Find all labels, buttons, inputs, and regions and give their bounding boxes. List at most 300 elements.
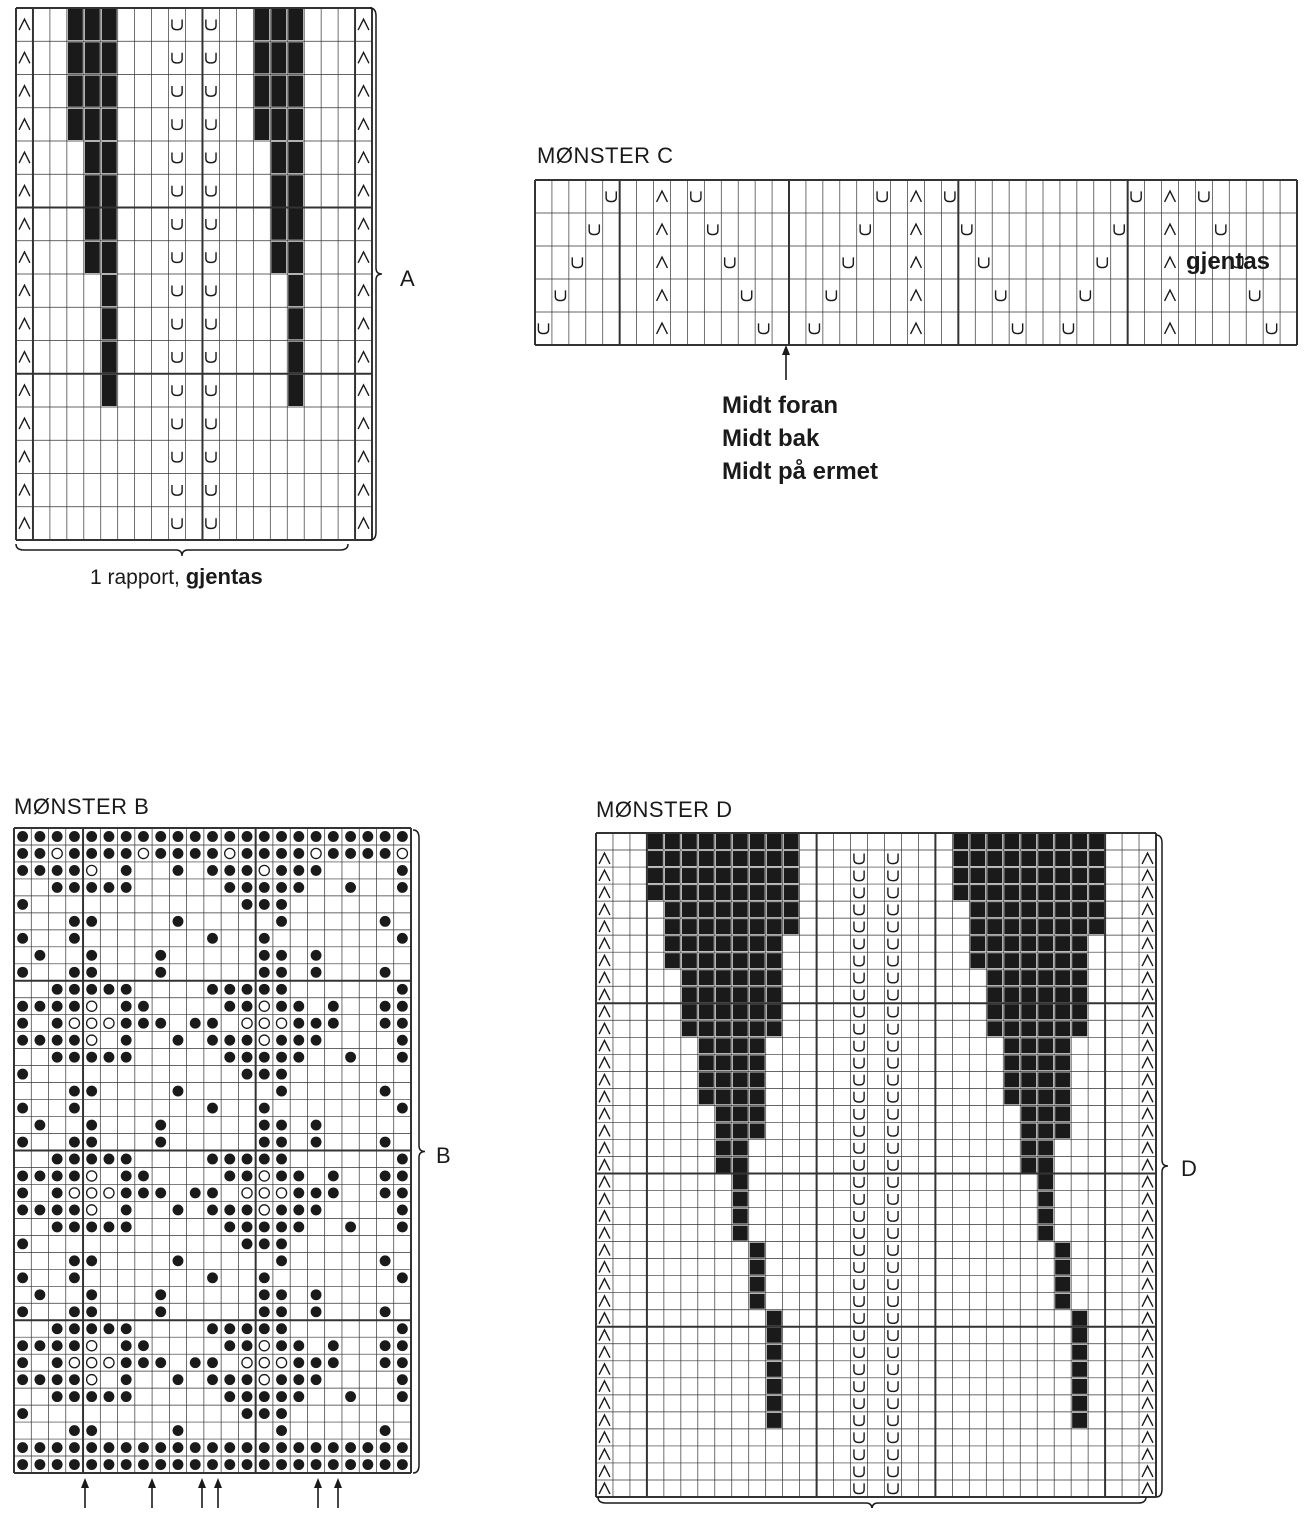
pattern-a-filled-stitch bbox=[254, 42, 269, 73]
pattern-b-dot-stitch bbox=[104, 1052, 115, 1063]
pattern-b-dot-stitch bbox=[242, 848, 253, 859]
pattern-b-dot-stitch bbox=[69, 865, 80, 876]
pattern-b-dot-stitch bbox=[121, 848, 132, 859]
pattern-b-dot-stitch bbox=[276, 899, 287, 910]
pattern-b-dot-stitch bbox=[259, 1408, 270, 1419]
pattern-b-dot-stitch bbox=[207, 1188, 218, 1199]
pattern-d-yarn-over-symbol bbox=[888, 1415, 898, 1425]
pattern-a-yarn-over-symbol bbox=[206, 119, 216, 129]
pattern-b-dot-stitch bbox=[34, 1120, 45, 1131]
pattern-b-dot-stitch bbox=[345, 848, 356, 859]
pattern-d-filled-stitch bbox=[699, 919, 714, 934]
pattern-b-dot-stitch bbox=[52, 1154, 63, 1165]
pattern-d-decrease-symbol bbox=[599, 955, 610, 966]
pattern-a-yarn-over-symbol bbox=[206, 352, 216, 362]
pattern-d-decrease-symbol bbox=[1142, 1432, 1153, 1443]
pattern-a-decrease-symbol bbox=[358, 418, 369, 429]
pattern-b-dot-stitch bbox=[69, 1086, 80, 1097]
pattern-b-dot-stitch bbox=[69, 1001, 80, 1012]
pattern-d-filled-stitch bbox=[750, 885, 765, 900]
pattern-d-filled-stitch bbox=[1072, 1413, 1087, 1428]
pattern-d-filled-stitch bbox=[1055, 987, 1070, 1002]
pattern-d-decrease-symbol bbox=[1142, 1279, 1153, 1290]
pattern-b-ring-stitch bbox=[242, 1018, 252, 1028]
pattern-d-yarn-over-symbol bbox=[888, 1160, 898, 1170]
pattern-d-decrease-symbol bbox=[1142, 972, 1153, 983]
pattern-d-filled-stitch bbox=[1072, 1311, 1087, 1326]
pattern-d-decrease-symbol bbox=[599, 1108, 610, 1119]
pattern-b-dot-stitch bbox=[362, 1442, 373, 1453]
pattern-d-filled-stitch bbox=[682, 936, 697, 951]
pattern-b-dot-stitch bbox=[86, 1137, 97, 1148]
pattern-b-dot-stitch bbox=[311, 865, 322, 876]
pattern-d-filled-stitch bbox=[1072, 885, 1087, 900]
pattern-b-dot-stitch bbox=[121, 1052, 132, 1063]
pattern-d-filled-stitch bbox=[1004, 902, 1019, 917]
pattern-b-dot-stitch bbox=[380, 1137, 391, 1148]
pattern-b-dot-stitch bbox=[86, 1154, 97, 1165]
pattern-b-dot-stitch bbox=[86, 1442, 97, 1453]
pattern-b-dot-stitch bbox=[69, 1171, 80, 1182]
pattern-b-dot-stitch bbox=[138, 831, 149, 842]
pattern-b-ring-stitch bbox=[311, 848, 321, 858]
pattern-a-yarn-over-symbol bbox=[206, 518, 216, 528]
pattern-a-chart bbox=[16, 8, 382, 556]
pattern-d-yarn-over-symbol bbox=[888, 1449, 898, 1459]
pattern-c-center-label-3: Midt på ermet bbox=[722, 458, 879, 485]
pattern-b-dot-stitch bbox=[276, 1306, 287, 1317]
pattern-d-decrease-symbol bbox=[599, 1279, 610, 1290]
pattern-d-filled-stitch bbox=[767, 1379, 782, 1394]
pattern-b-dot-stitch bbox=[397, 1001, 408, 1012]
pattern-c-decrease-symbol bbox=[911, 191, 922, 202]
pattern-b-dot-stitch bbox=[17, 848, 28, 859]
pattern-b-dot-stitch bbox=[259, 933, 270, 944]
pattern-d-filled-stitch bbox=[1072, 868, 1087, 883]
pattern-d-yarn-over-symbol bbox=[854, 990, 864, 1000]
pattern-d-filled-stitch bbox=[1055, 834, 1070, 849]
pattern-a-decrease-symbol bbox=[358, 285, 369, 296]
pattern-b-dot-stitch bbox=[311, 1137, 322, 1148]
pattern-b-dot-stitch bbox=[52, 1221, 63, 1232]
pattern-b-dot-stitch bbox=[34, 848, 45, 859]
pattern-a-yarn-over-symbol bbox=[172, 53, 182, 63]
pattern-b-dot-stitch bbox=[155, 1188, 166, 1199]
pattern-b-dot-stitch bbox=[121, 1154, 132, 1165]
pattern-b-dot-stitch bbox=[293, 1001, 304, 1012]
pattern-d-filled-stitch bbox=[1004, 1055, 1019, 1070]
pattern-b-dot-stitch bbox=[293, 1035, 304, 1046]
pattern-d-decrease-symbol bbox=[599, 1381, 610, 1392]
pattern-d-decrease-symbol bbox=[599, 1262, 610, 1273]
pattern-b-dot-stitch bbox=[276, 1035, 287, 1046]
pattern-d-decrease-symbol bbox=[599, 870, 610, 881]
pattern-b-dot-stitch bbox=[86, 1255, 97, 1266]
pattern-b-dot-stitch bbox=[138, 1188, 149, 1199]
pattern-b-dot-stitch bbox=[259, 1103, 270, 1114]
pattern-b-dot-stitch bbox=[173, 1086, 184, 1097]
pattern-b-dot-stitch bbox=[242, 1221, 253, 1232]
pattern-b-row-brace bbox=[413, 830, 425, 1473]
pattern-d-filled-stitch bbox=[716, 902, 731, 917]
pattern-d-filled-stitch bbox=[682, 1021, 697, 1036]
pattern-c-decrease-symbol bbox=[911, 224, 922, 235]
pattern-d-filled-stitch bbox=[1072, 987, 1087, 1002]
pattern-b-dot-stitch bbox=[86, 1459, 97, 1470]
pattern-b-dot-stitch bbox=[328, 1001, 339, 1012]
pattern-d-filled-stitch bbox=[1089, 851, 1104, 866]
pattern-d-decrease-symbol bbox=[1142, 1262, 1153, 1273]
pattern-b-dot-stitch bbox=[242, 882, 253, 893]
pattern-d-filled-stitch bbox=[716, 1072, 731, 1087]
pattern-d-filled-stitch bbox=[1089, 902, 1104, 917]
pattern-b-dot-stitch bbox=[397, 1154, 408, 1165]
pattern-a-filled-stitch bbox=[102, 342, 117, 373]
pattern-d-yarn-over-symbol bbox=[888, 1313, 898, 1323]
pattern-d-filled-stitch bbox=[987, 868, 1002, 883]
pattern-b-dot-stitch bbox=[69, 1204, 80, 1215]
pattern-b-dot-stitch bbox=[17, 1357, 28, 1368]
pattern-b-dot-stitch bbox=[397, 1018, 408, 1029]
pattern-d-filled-stitch bbox=[1072, 902, 1087, 917]
pattern-d-filled-stitch bbox=[716, 1004, 731, 1019]
pattern-b-dot-stitch bbox=[69, 1052, 80, 1063]
pattern-d-filled-stitch bbox=[733, 919, 748, 934]
pattern-d-filled-stitch bbox=[1072, 936, 1087, 951]
pattern-a-decrease-symbol bbox=[358, 19, 369, 30]
pattern-a-filled-stitch bbox=[102, 175, 117, 206]
pattern-a-yarn-over-symbol bbox=[172, 352, 182, 362]
pattern-b-dot-stitch bbox=[190, 831, 201, 842]
pattern-d-yarn-over-symbol bbox=[888, 1024, 898, 1034]
pattern-b-dot-stitch bbox=[17, 1035, 28, 1046]
pattern-d-filled-stitch bbox=[1004, 936, 1019, 951]
pattern-b-dot-stitch bbox=[17, 1459, 28, 1470]
pattern-b-dot-stitch bbox=[328, 1357, 339, 1368]
pattern-d-decrease-symbol bbox=[599, 1211, 610, 1222]
pattern-d-filled-stitch bbox=[1055, 1072, 1070, 1087]
pattern-d-filled-stitch bbox=[699, 902, 714, 917]
pattern-b-dot-stitch bbox=[345, 1459, 356, 1470]
pattern-d-filled-stitch bbox=[1055, 902, 1070, 917]
pattern-d-filled-stitch bbox=[1055, 1004, 1070, 1019]
pattern-a-yarn-over-symbol bbox=[206, 252, 216, 262]
pattern-b-dot-stitch bbox=[380, 1001, 391, 1012]
pattern-b-dot-stitch bbox=[190, 1018, 201, 1029]
pattern-d-decrease-symbol bbox=[599, 1415, 610, 1426]
pattern-d-filled-stitch bbox=[1038, 1175, 1053, 1190]
pattern-d-filled-stitch bbox=[750, 970, 765, 985]
pattern-b-dot-stitch bbox=[259, 1238, 270, 1249]
pattern-b-dot-stitch bbox=[328, 1188, 339, 1199]
pattern-d-yarn-over-symbol bbox=[888, 1483, 898, 1493]
pattern-c-yarn-over-symbol bbox=[725, 257, 735, 267]
pattern-d-yarn-over-symbol bbox=[888, 990, 898, 1000]
pattern-b-ring-stitch bbox=[87, 1358, 97, 1368]
pattern-d-filled-stitch bbox=[648, 851, 663, 866]
pattern-b-ring-stitch bbox=[225, 848, 235, 858]
pattern-b-dot-stitch bbox=[276, 916, 287, 927]
pattern-d-yarn-over-symbol bbox=[888, 1126, 898, 1136]
pattern-a-filled-stitch bbox=[85, 42, 100, 73]
pattern-d-filled-stitch bbox=[1038, 936, 1053, 951]
pattern-b-dot-stitch bbox=[86, 1425, 97, 1436]
pattern-d-yarn-over-symbol bbox=[888, 1177, 898, 1187]
pattern-d-filled-stitch bbox=[767, 1004, 782, 1019]
pattern-b-ring-stitch bbox=[69, 1018, 79, 1028]
pattern-d-decrease-symbol bbox=[1142, 1364, 1153, 1375]
pattern-d-title: MØNSTER D bbox=[596, 797, 733, 822]
pattern-c-center-label-1: Midt foran bbox=[722, 392, 838, 419]
pattern-d-filled-stitch bbox=[682, 919, 697, 934]
pattern-b-ring-stitch bbox=[259, 1001, 269, 1011]
pattern-a-decrease-symbol bbox=[19, 185, 30, 196]
pattern-b-dot-stitch bbox=[52, 1340, 63, 1351]
pattern-b-dot-stitch bbox=[259, 1391, 270, 1402]
pattern-b-dot-stitch bbox=[276, 1238, 287, 1249]
pattern-d-filled-stitch bbox=[1021, 1157, 1036, 1172]
pattern-c-yarn-over-symbol bbox=[979, 257, 989, 267]
pattern-a-filled-stitch bbox=[68, 76, 83, 107]
pattern-b-dot-stitch bbox=[104, 831, 115, 842]
pattern-d-filled-stitch bbox=[733, 1209, 748, 1224]
pattern-b-ring-stitch bbox=[104, 1188, 114, 1198]
pattern-b-dot-stitch bbox=[86, 831, 97, 842]
pattern-b-dot-stitch bbox=[397, 1391, 408, 1402]
pattern-a-decrease-symbol bbox=[19, 318, 30, 329]
pattern-b-dot-stitch bbox=[155, 848, 166, 859]
pattern-b-dot-stitch bbox=[207, 848, 218, 859]
pattern-b-dot-stitch bbox=[293, 1221, 304, 1232]
pattern-b-dot-stitch bbox=[86, 1086, 97, 1097]
pattern-b-dot-stitch bbox=[293, 1442, 304, 1453]
pattern-b-dot-stitch bbox=[207, 1459, 218, 1470]
pattern-d-filled-stitch bbox=[1072, 1396, 1087, 1411]
pattern-b-ring-stitch bbox=[397, 848, 407, 858]
pattern-b-dot-stitch bbox=[138, 1001, 149, 1012]
pattern-b-dot-stitch bbox=[293, 1171, 304, 1182]
pattern-d-filled-stitch bbox=[767, 868, 782, 883]
pattern-c-yarn-over-symbol bbox=[860, 224, 870, 234]
pattern-d-filled-stitch bbox=[665, 834, 680, 849]
pattern-b-dot-stitch bbox=[69, 1323, 80, 1334]
pattern-d-decrease-symbol bbox=[599, 1313, 610, 1324]
pattern-d-filled-stitch bbox=[970, 851, 985, 866]
pattern-b-dot-stitch bbox=[155, 1459, 166, 1470]
pattern-d-decrease-symbol bbox=[1142, 1398, 1153, 1409]
pattern-b-dot-stitch bbox=[242, 1442, 253, 1453]
pattern-b-dot-stitch bbox=[138, 1442, 149, 1453]
pattern-b-dot-stitch bbox=[345, 1442, 356, 1453]
pattern-b-dot-stitch bbox=[311, 950, 322, 961]
pattern-b-ring-stitch bbox=[104, 1018, 114, 1028]
pattern-b-dot-stitch bbox=[276, 865, 287, 876]
pattern-b-dot-stitch bbox=[276, 1137, 287, 1148]
pattern-b-dot-stitch bbox=[34, 1171, 45, 1182]
pattern-d-filled-stitch bbox=[699, 851, 714, 866]
pattern-b-dot-stitch bbox=[155, 1018, 166, 1029]
pattern-d-filled-stitch bbox=[665, 936, 680, 951]
pattern-b-dot-stitch bbox=[380, 1459, 391, 1470]
pattern-b-dot-stitch bbox=[34, 1340, 45, 1351]
pattern-d-filled-stitch bbox=[1038, 1140, 1053, 1155]
pattern-b-dot-stitch bbox=[86, 848, 97, 859]
pattern-b-dot-stitch bbox=[362, 848, 373, 859]
pattern-d-filled-stitch bbox=[767, 885, 782, 900]
pattern-b-dot-stitch bbox=[207, 1103, 218, 1114]
pattern-d-filled-stitch bbox=[1004, 1004, 1019, 1019]
pattern-d-filled-stitch bbox=[699, 1072, 714, 1087]
pattern-d-filled-stitch bbox=[716, 868, 731, 883]
pattern-d-decrease-symbol bbox=[599, 1160, 610, 1171]
pattern-b-dot-stitch bbox=[86, 1289, 97, 1300]
pattern-d-filled-stitch bbox=[1089, 919, 1104, 934]
pattern-d-filled-stitch bbox=[1038, 1004, 1053, 1019]
pattern-d-filled-stitch bbox=[733, 1140, 748, 1155]
pattern-a-caption-normal: 1 rapport, bbox=[90, 566, 186, 589]
pattern-b-dot-stitch bbox=[397, 1340, 408, 1351]
pattern-b-dot-stitch bbox=[34, 1289, 45, 1300]
pattern-b-ring-stitch bbox=[87, 1205, 97, 1215]
pattern-b-dot-stitch bbox=[69, 1374, 80, 1385]
pattern-b-dot-stitch bbox=[397, 933, 408, 944]
pattern-b-dot-stitch bbox=[104, 882, 115, 893]
pattern-b-dot-stitch bbox=[52, 1459, 63, 1470]
pattern-d-filled-stitch bbox=[1021, 953, 1036, 968]
pattern-d-decrease-symbol bbox=[599, 1364, 610, 1375]
pattern-b-dot-stitch bbox=[17, 933, 28, 944]
pattern-d-yarn-over-symbol bbox=[888, 1092, 898, 1102]
pattern-b-dot-stitch bbox=[121, 882, 132, 893]
pattern-d-yarn-over-symbol bbox=[854, 1466, 864, 1476]
pattern-d-yarn-over-symbol bbox=[854, 1245, 864, 1255]
pattern-a-decrease-symbol bbox=[19, 285, 30, 296]
pattern-b-dot-stitch bbox=[259, 1221, 270, 1232]
pattern-d-filled-stitch bbox=[987, 919, 1002, 934]
pattern-d-filled-stitch bbox=[970, 936, 985, 951]
pattern-d-filled-stitch bbox=[716, 1140, 731, 1155]
pattern-d-decrease-symbol bbox=[599, 1245, 610, 1256]
pattern-b-ring-stitch bbox=[242, 1188, 252, 1198]
pattern-a-yarn-over-symbol bbox=[206, 186, 216, 196]
pattern-b-dot-stitch bbox=[397, 1171, 408, 1182]
pattern-b-dot-stitch bbox=[397, 1442, 408, 1453]
pattern-d-filled-stitch bbox=[733, 987, 748, 1002]
pattern-d-filled-stitch bbox=[750, 834, 765, 849]
pattern-d-filled-stitch bbox=[970, 868, 985, 883]
pattern-b-dot-stitch bbox=[311, 1289, 322, 1300]
pattern-b-dot-stitch bbox=[328, 848, 339, 859]
pattern-b-dot-stitch bbox=[242, 1001, 253, 1012]
pattern-d-filled-stitch bbox=[987, 1004, 1002, 1019]
pattern-d-decrease-symbol bbox=[1142, 1313, 1153, 1324]
pattern-d-side-label: D bbox=[1181, 1156, 1197, 1181]
pattern-d-filled-stitch bbox=[767, 902, 782, 917]
pattern-b-dot-stitch bbox=[276, 1323, 287, 1334]
pattern-b-dot-stitch bbox=[190, 1442, 201, 1453]
pattern-d-yarn-over-symbol bbox=[854, 1313, 864, 1323]
pattern-a-filled-stitch bbox=[271, 76, 286, 107]
pattern-d-yarn-over-symbol bbox=[854, 1279, 864, 1289]
pattern-d-filled-stitch bbox=[733, 953, 748, 968]
pattern-d-filled-stitch bbox=[733, 1226, 748, 1241]
pattern-d-filled-stitch bbox=[1021, 851, 1036, 866]
pattern-d-decrease-symbol bbox=[1142, 1466, 1153, 1477]
pattern-d-decrease-symbol bbox=[1142, 1160, 1153, 1171]
pattern-d-filled-stitch bbox=[699, 1055, 714, 1070]
pattern-d-filled-stitch bbox=[699, 1038, 714, 1053]
pattern-d-decrease-symbol bbox=[1142, 1177, 1153, 1188]
pattern-b-ring-stitch bbox=[259, 1358, 269, 1368]
pattern-d-decrease-symbol bbox=[1142, 1023, 1153, 1034]
pattern-d-filled-stitch bbox=[1055, 1089, 1070, 1104]
pattern-d-filled-stitch bbox=[1004, 885, 1019, 900]
pattern-b-dot-stitch bbox=[397, 1323, 408, 1334]
pattern-d-filled-stitch bbox=[987, 902, 1002, 917]
pattern-b-dot-stitch bbox=[380, 1018, 391, 1029]
pattern-b-dot-stitch bbox=[276, 1052, 287, 1063]
pattern-b-dot-stitch bbox=[155, 1289, 166, 1300]
pattern-b-dot-stitch bbox=[311, 1306, 322, 1317]
pattern-b-dot-stitch bbox=[224, 1052, 235, 1063]
pattern-d-filled-stitch bbox=[1038, 1192, 1053, 1207]
pattern-d-filled-stitch bbox=[1055, 868, 1070, 883]
pattern-b-arrow-3-head bbox=[214, 1478, 222, 1488]
pattern-d-filled-stitch bbox=[733, 1192, 748, 1207]
pattern-b-dot-stitch bbox=[52, 865, 63, 876]
pattern-b-dot-stitch bbox=[121, 1340, 132, 1351]
pattern-b-dot-stitch bbox=[380, 916, 391, 927]
pattern-b-dot-stitch bbox=[155, 831, 166, 842]
pattern-b-dot-stitch bbox=[397, 1221, 408, 1232]
pattern-d-yarn-over-symbol bbox=[854, 1126, 864, 1136]
pattern-a-filled-stitch bbox=[102, 42, 117, 73]
pattern-b-dot-stitch bbox=[121, 1323, 132, 1334]
pattern-a-filled-stitch bbox=[102, 375, 117, 406]
pattern-c-decrease-symbol bbox=[657, 224, 668, 235]
pattern-b-dot-stitch bbox=[69, 848, 80, 859]
pattern-a-filled-stitch bbox=[288, 342, 303, 373]
pattern-d-filled-stitch bbox=[716, 885, 731, 900]
pattern-c-decrease-symbol bbox=[1165, 224, 1176, 235]
pattern-c-center-label-2: Midt bak bbox=[722, 425, 820, 452]
pattern-d-filled-stitch bbox=[1004, 1038, 1019, 1053]
pattern-b-dot-stitch bbox=[397, 882, 408, 893]
pattern-a-decrease-symbol bbox=[19, 418, 30, 429]
pattern-d-filled-stitch bbox=[1072, 1379, 1087, 1394]
pattern-b-dot-stitch bbox=[121, 1001, 132, 1012]
pattern-d-yarn-over-symbol bbox=[854, 1058, 864, 1068]
pattern-b-dot-stitch bbox=[52, 1204, 63, 1215]
pattern-d-yarn-over-symbol bbox=[854, 1024, 864, 1034]
pattern-d-filled-stitch bbox=[750, 902, 765, 917]
pattern-a-yarn-over-symbol bbox=[172, 119, 182, 129]
pattern-c-decrease-symbol bbox=[911, 257, 922, 268]
pattern-d-filled-stitch bbox=[716, 851, 731, 866]
pattern-b-dot-stitch bbox=[34, 1035, 45, 1046]
pattern-b-dot-stitch bbox=[293, 1357, 304, 1368]
pattern-d-filled-stitch bbox=[1004, 1021, 1019, 1036]
pattern-b-dot-stitch bbox=[293, 1052, 304, 1063]
pattern-d-filled-stitch bbox=[1021, 987, 1036, 1002]
pattern-d-yarn-over-symbol bbox=[854, 1177, 864, 1187]
pattern-a-filled-stitch bbox=[85, 175, 100, 206]
pattern-c-decrease-symbol bbox=[1165, 323, 1176, 334]
pattern-b-dot-stitch bbox=[224, 1323, 235, 1334]
pattern-a-yarn-over-symbol bbox=[172, 485, 182, 495]
pattern-b-dot-stitch bbox=[207, 1154, 218, 1165]
pattern-d-filled-stitch bbox=[987, 953, 1002, 968]
